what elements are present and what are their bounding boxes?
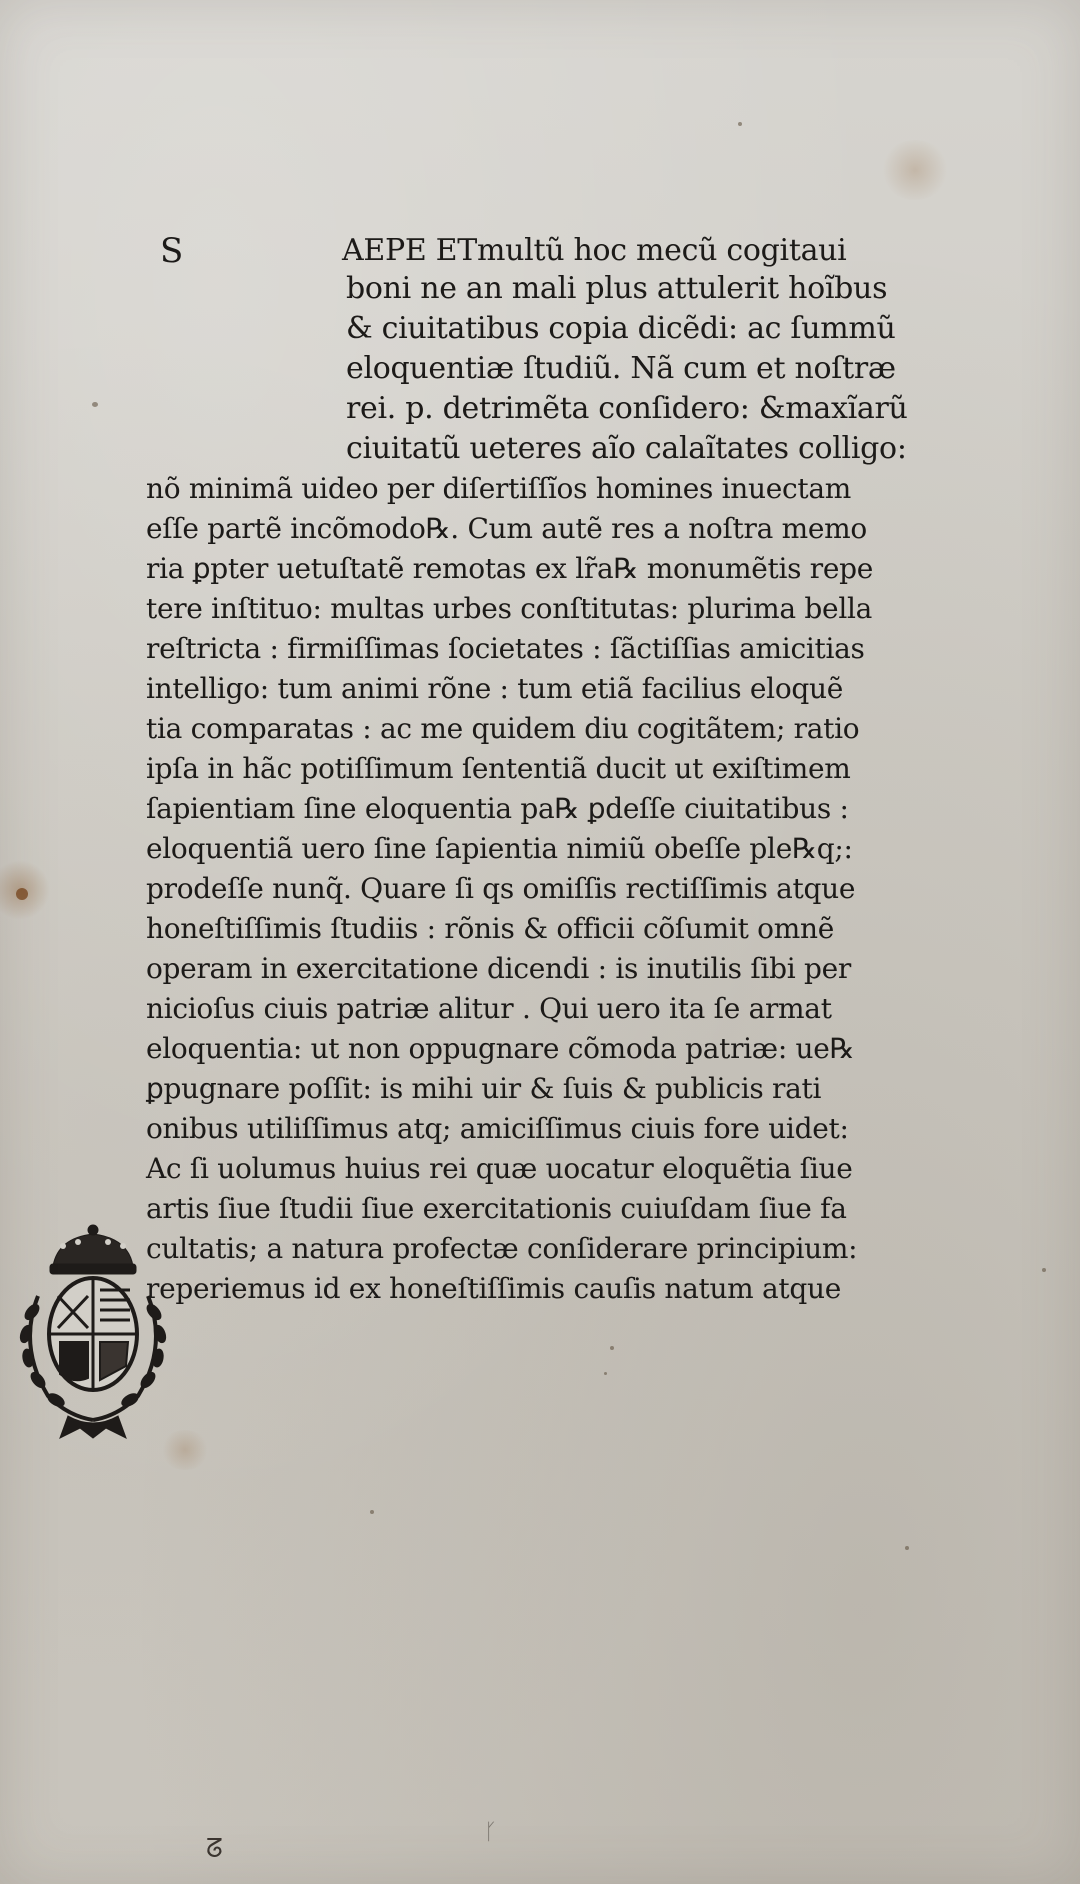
text-line: reſtricta : firmiſſimas ſocietates : ſãctiſſias amicitias (146, 632, 865, 665)
paper-stain (880, 140, 950, 200)
paper-speck (610, 1346, 614, 1350)
text-line: tia comparatas : ac me quidem diu cogitãtem; ratio (146, 712, 860, 745)
text-line: prodeſſe nunq̃. Quare ſi qs omiſſis rectiſſimis atque (146, 872, 856, 905)
text-line: nicioſus ciuis patriæ alitur . Qui uero ita ſe armat (146, 992, 832, 1025)
text-line: cultatis; a natura profectæ conſiderare principium: (146, 1232, 858, 1265)
paper-speck (604, 1372, 607, 1375)
coat-of-arms-stamp-icon (8, 1216, 178, 1446)
text-line: reperiemus id ex honeſtiſſimis cauſis natum atque (146, 1272, 842, 1305)
paper-speck (370, 1510, 374, 1514)
text-line: eloquentiæ ſtudiũ. Nã cum et noſtræ (346, 351, 896, 386)
paper-speck (16, 888, 28, 900)
text-line: eſſe partẽ incõmodo℞. Cum autẽ res a noſtra memo (146, 512, 867, 545)
text-line: onibus utiliſſimus atq; amiciſſimus ciuis fore uidet: (146, 1112, 849, 1145)
text-line: eloquentiã uero ſine ſapientia nimiũ obeſſe ple℞q;: (146, 832, 853, 865)
paper-speck (905, 1546, 909, 1550)
margin-ink-mark: ᘔ (206, 1834, 223, 1864)
text-line: honeſtiſſimis ſtudiis : rõnis & officii cõſumit omnẽ (146, 912, 834, 945)
paper-speck (1042, 1268, 1046, 1272)
text-line: ꝑpugnare poſſit: is mihi uir & ſuis & publicis rati (146, 1072, 822, 1105)
text-line: tere inſtituo: multas urbes conſtitutas: plurima bella (146, 592, 873, 625)
paper-speck (738, 122, 742, 126)
paper-speck (92, 402, 98, 407)
text-line: Ac ſi uolumus huius rei quæ uocatur eloquẽtia ſiue (146, 1152, 853, 1185)
margin-ink-mark: ᚴ (484, 1820, 498, 1845)
text-line: rei. p. detrimẽta conſidero: &maxĩarũ (346, 391, 908, 426)
text-line: boni ne an mali plus attulerit hoĩbus (346, 271, 888, 306)
text-line: nõ minimã uideo per diſertiſſĩos homines inuectam (146, 472, 852, 505)
text-line: ria ꝑpter uetuſtatẽ remotas ex lr̃a℞ monumẽtis repe (146, 552, 874, 585)
text-line: operam in exercitatione dicendi : is inutilis ſibi per (146, 952, 851, 985)
text-line: ſapientiam ſine eloquentia pa℞ ꝑdeſſe ciuitatibus : (146, 792, 849, 825)
text-line: AEPE ETmultũ hoc mecũ cogitaui (342, 233, 847, 268)
text-line: intelligo: tum animi rõne : tum etiã facilius eloquẽ (146, 672, 844, 705)
text-line: ciuitatũ ueteres aĩo calaĩtates colligo: (346, 431, 907, 466)
text-line: & ciuitatibus copia dicẽdi: ac ſummũ (346, 311, 896, 346)
text-line: eloquentia: ut non oppugnare cõmoda patriæ: ue℞ (146, 1032, 855, 1065)
text-line: ipſa in hãc potiſſimum ſententiã ducit ut exiſtimem (146, 752, 851, 785)
text-line: artis ſiue ſtudii ſiue exercitationis cuiuſdam ſiue fa (146, 1192, 847, 1225)
initial-letter: S (160, 231, 184, 271)
